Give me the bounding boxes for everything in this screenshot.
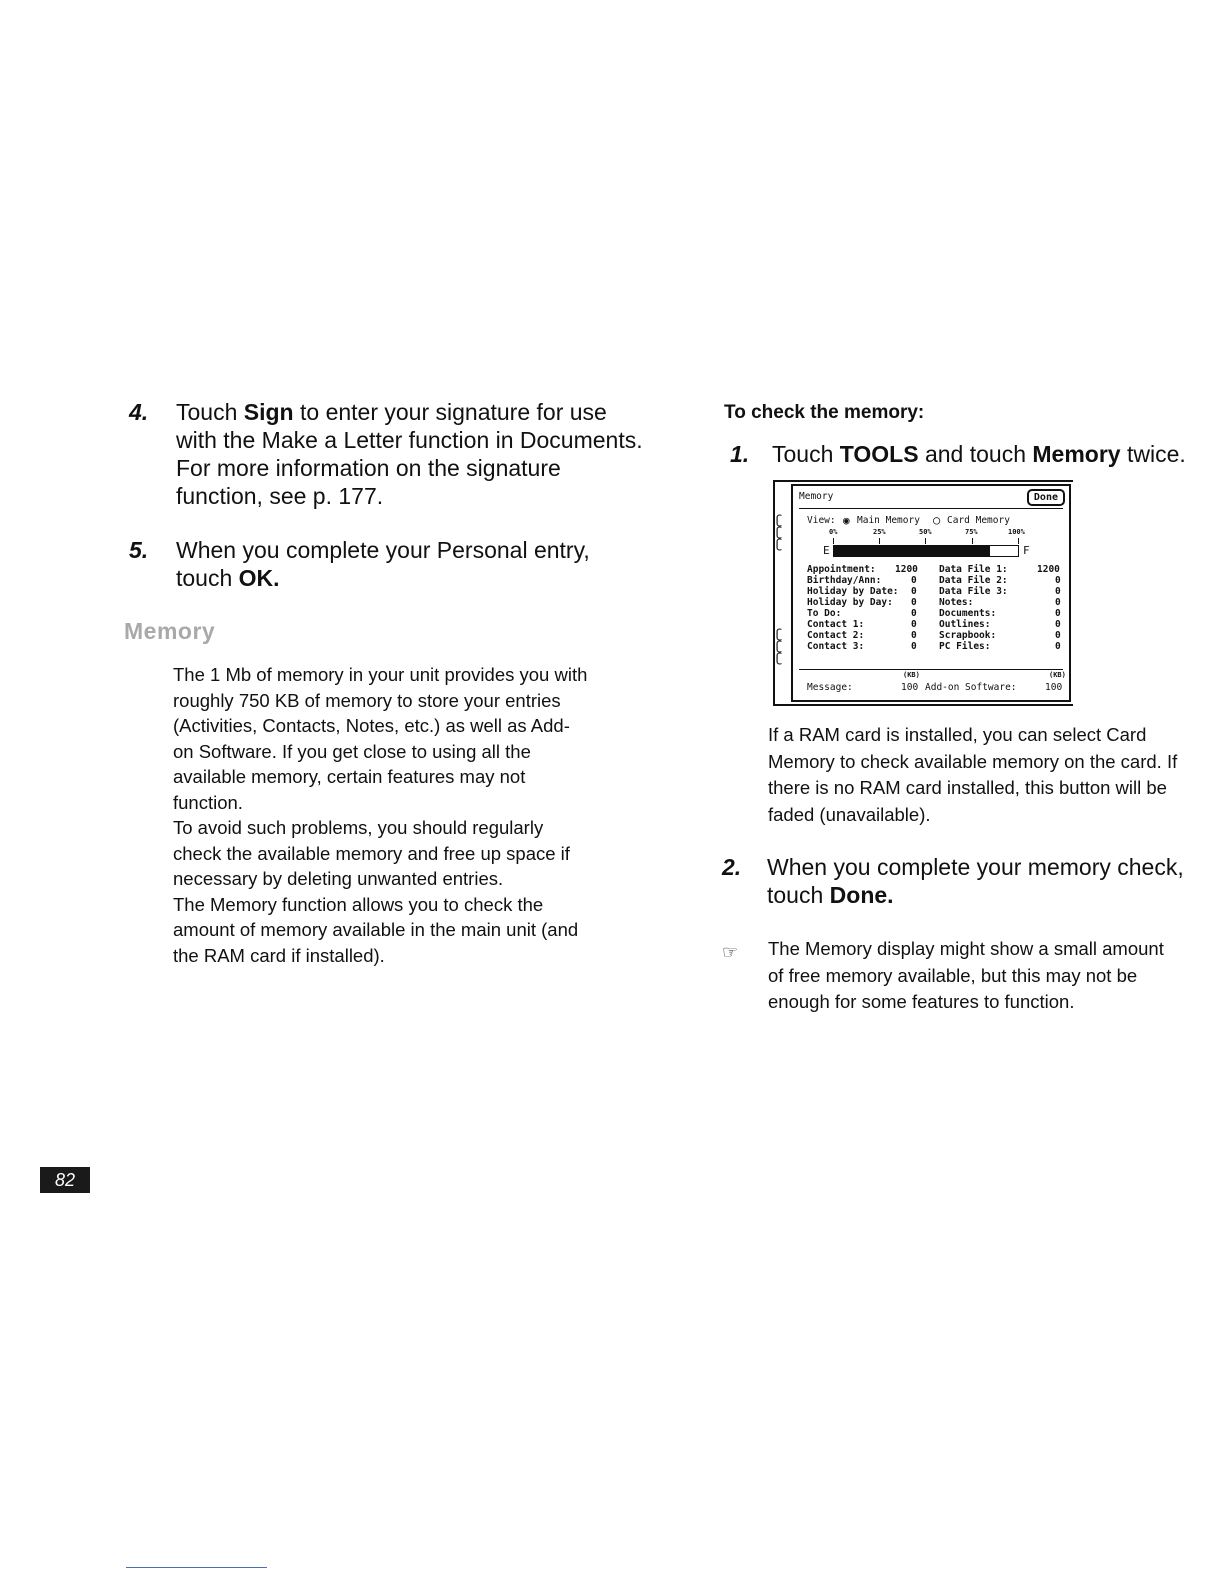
section-heading: Memory bbox=[124, 618, 216, 644]
radio-selected-icon[interactable]: ◉ bbox=[843, 514, 850, 527]
usage-label: PC Files: bbox=[939, 641, 991, 652]
paragraph-line: on Software. If you get close to using all the bbox=[173, 740, 531, 762]
step-4-line: function, see p. 177. bbox=[176, 483, 384, 509]
usage-label: Data File 3: bbox=[939, 586, 1008, 597]
usage-value: 0 bbox=[1055, 586, 1061, 597]
binder-ring-icon: ʗ bbox=[776, 627, 783, 641]
empty-marker: E bbox=[823, 544, 830, 557]
usage-value: 0 bbox=[1055, 619, 1061, 630]
paragraph-line: the RAM card if installed). bbox=[173, 944, 385, 966]
scale-label: 100% bbox=[1008, 528, 1025, 536]
usage-label: Outlines: bbox=[939, 619, 991, 630]
usage-label: Data File 1: bbox=[939, 564, 1008, 575]
radio-empty-icon[interactable]: ○ bbox=[933, 513, 941, 527]
step-2 bbox=[722, 853, 1202, 913]
message-value: 100 bbox=[901, 682, 919, 693]
usage-label: Scrapbook: bbox=[939, 630, 997, 641]
binder-ring-icon: ʗ bbox=[776, 513, 783, 527]
title-divider bbox=[799, 508, 1063, 509]
step-1: 1. Touch TOOLS and touch Memory twice. bbox=[730, 441, 1186, 467]
memory-usage-bar bbox=[833, 545, 1019, 557]
note-line: The Memory display might show a small amount bbox=[768, 938, 1164, 959]
usage-value: 1200 bbox=[895, 564, 918, 575]
window-title: Memory bbox=[799, 491, 834, 502]
paragraph-line: faded (unavailable). bbox=[768, 803, 931, 825]
scale-ticks bbox=[833, 538, 1019, 544]
usage-value: 0 bbox=[911, 575, 917, 586]
memory-paragraph bbox=[173, 662, 633, 968]
scale-label: 0% bbox=[829, 528, 838, 536]
usage-label: To Do: bbox=[807, 608, 842, 619]
paragraph-line: available memory, certain features may not bbox=[173, 766, 526, 787]
paragraph-line: there is no RAM card installed, this button will be bbox=[768, 777, 1167, 798]
usage-value: 0 bbox=[1055, 575, 1061, 586]
step-2-line-2: touch Done. bbox=[767, 882, 894, 908]
usage-value: 0 bbox=[1055, 641, 1061, 652]
usage-label: Notes: bbox=[939, 597, 974, 608]
scale-label: 50% bbox=[919, 528, 932, 536]
usage-label: Documents: bbox=[939, 608, 997, 619]
usage-value: 0 bbox=[911, 641, 917, 652]
addon-value: 100 bbox=[1045, 682, 1063, 693]
note-line: enough for some features to function. bbox=[768, 991, 1075, 1012]
procedure-subheading: To check the memory: bbox=[724, 402, 925, 423]
view-label: View: bbox=[807, 515, 836, 526]
paragraph-line: The 1 Mb of memory in your unit provides you with bbox=[173, 664, 588, 685]
ram-card-paragraph bbox=[768, 722, 1208, 828]
bottom-divider bbox=[799, 669, 1063, 670]
paragraph-line: The Memory function allows you to check the bbox=[173, 893, 544, 915]
step-5-line-2: touch OK. bbox=[176, 565, 280, 591]
memory-usage-fill bbox=[834, 546, 990, 556]
pointing-hand-icon: ☞ bbox=[722, 942, 739, 962]
step-number: 4. bbox=[129, 399, 149, 425]
usage-value: 0 bbox=[911, 608, 917, 619]
tools-keyword: TOOLS bbox=[839, 441, 919, 467]
step-4-line-1: Touch Sign to enter your signature for use bbox=[176, 399, 607, 425]
footer-rule bbox=[126, 1567, 267, 1568]
step-4 bbox=[129, 398, 649, 518]
full-marker: F bbox=[1023, 544, 1030, 557]
unit-label: (KB) bbox=[1049, 671, 1066, 679]
usage-value: 0 bbox=[1055, 608, 1061, 619]
paragraph-line: check the available memory and free up space if bbox=[173, 842, 570, 864]
sign-keyword: Sign bbox=[243, 399, 294, 425]
step-number: 2. bbox=[722, 854, 742, 880]
addon-label: Add-on Software: bbox=[925, 682, 1017, 693]
ok-keyword: OK. bbox=[238, 565, 280, 591]
usage-value: 0 bbox=[911, 597, 917, 608]
binder-ring-icon: ʗ bbox=[776, 651, 783, 665]
done-keyword: Done. bbox=[829, 882, 894, 908]
usage-label: Holiday by Day: bbox=[807, 597, 893, 608]
usage-label: Contact 3: bbox=[807, 641, 865, 652]
memory-screen-illustration bbox=[773, 480, 1073, 706]
usage-value: 0 bbox=[911, 619, 917, 630]
step-number: 5. bbox=[129, 537, 149, 563]
paragraph-line: amount of memory available in the main unit (and bbox=[173, 919, 579, 940]
binder-ring-icon: ʗ bbox=[776, 537, 783, 551]
paragraph-line: Memory to check available memory on the card. If bbox=[768, 750, 1178, 772]
usage-label: Data File 2: bbox=[939, 575, 1008, 586]
step-4-line: For more information on the signature bbox=[176, 455, 561, 481]
message-label: Message: bbox=[807, 682, 853, 693]
usage-value: 0 bbox=[1055, 630, 1061, 641]
memory-window bbox=[791, 484, 1071, 702]
card-memory-option[interactable]: Card Memory bbox=[947, 515, 1010, 526]
binder-ring-icon: ʗ bbox=[776, 525, 783, 539]
usage-label: Contact 1: bbox=[807, 619, 865, 630]
paragraph-line: function. bbox=[173, 791, 243, 813]
usage-value: 0 bbox=[911, 586, 917, 597]
paragraph-line: (Activities, Contacts, Notes, etc.) as well as Add- bbox=[173, 715, 570, 736]
note-paragraph bbox=[768, 936, 1208, 1016]
binder-ring-icon: ʗ bbox=[776, 639, 783, 653]
step-5 bbox=[129, 536, 649, 596]
step-number: 1. bbox=[730, 441, 750, 467]
scale-label: 75% bbox=[965, 528, 978, 536]
step-2-line-1: When you complete your memory check, bbox=[767, 854, 1184, 880]
usage-value: 0 bbox=[1055, 597, 1061, 608]
done-button[interactable]: Done bbox=[1027, 489, 1065, 506]
usage-label: Birthday/Ann: bbox=[807, 575, 882, 586]
usage-label: Holiday by Date: bbox=[807, 586, 899, 597]
scale-label: 25% bbox=[873, 528, 886, 536]
usage-value: 1200 bbox=[1037, 564, 1060, 575]
main-memory-option[interactable]: Main Memory bbox=[857, 515, 920, 526]
step-5-line-1: When you complete your Personal entry, bbox=[176, 537, 590, 563]
memory-keyword: Memory bbox=[1032, 441, 1121, 467]
paragraph-line: To avoid such problems, you should regularly bbox=[173, 817, 544, 838]
usage-label: Appointment: bbox=[807, 564, 876, 575]
paragraph-line: If a RAM card is installed, you can select Card bbox=[768, 724, 1147, 745]
paragraph-line: roughly 750 KB of memory to store your entries bbox=[173, 689, 561, 711]
usage-value: 0 bbox=[911, 630, 917, 641]
page-number: 82 bbox=[40, 1167, 90, 1193]
note-line: of free memory available, but this may not be bbox=[768, 964, 1138, 986]
usage-label: Contact 2: bbox=[807, 630, 865, 641]
unit-label: (KB) bbox=[903, 671, 920, 679]
paragraph-line: necessary by deleting unwanted entries. bbox=[173, 868, 504, 889]
step-4-line: with the Make a Letter function in Documents. bbox=[176, 427, 643, 453]
